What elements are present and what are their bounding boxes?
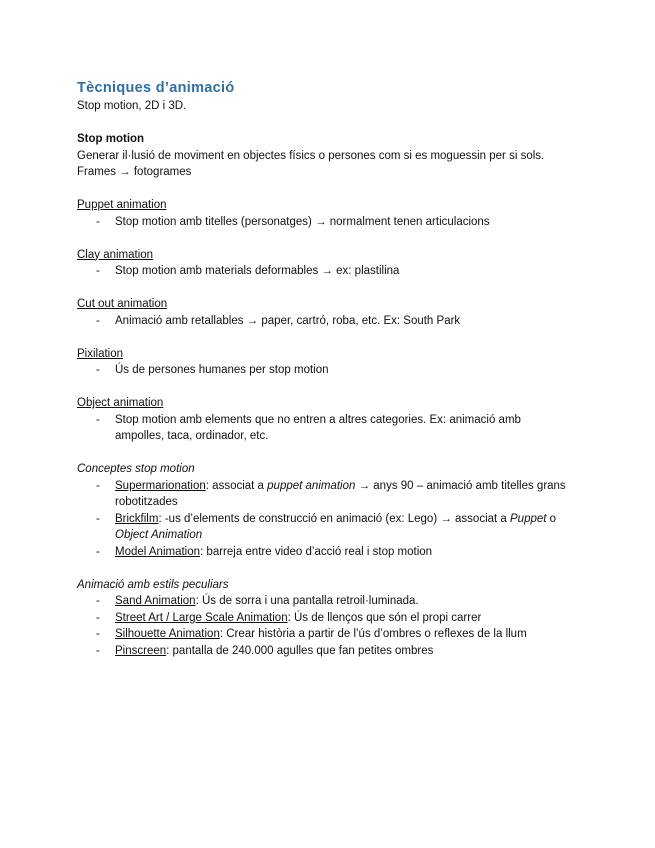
clay-animation-list (77, 263, 597, 280)
puppet-animation-heading: Puppet animation (77, 199, 167, 211)
conceptes-list (77, 478, 597, 561)
term-sand-animation: Sand Animation (115, 595, 196, 607)
list-item: - Pinscreen: pantalla de 240.000 agulles que fan petites ombres (96, 644, 434, 657)
list-item: - Model Animation: barreja entre video d’acció real i stop motion (96, 545, 433, 558)
list-item: - Stop motion amb materials deformables → ex: plastilina (96, 265, 400, 277)
page-title: Tècniques d’animació (77, 80, 235, 96)
list-item: - Stop motion amb titelles (personatges) → normalment tenen articulacions (96, 215, 490, 228)
list-item: - Brickfilm: -us d’elements de construcció en animació (ex: Lego) → associat a Puppet o Object Animation (96, 512, 557, 541)
term-pinscreen: Pinscreen (115, 644, 167, 657)
conceptes-heading: Conceptes stop motion (77, 463, 195, 475)
list-item: - Ús de persones humanes per stop motion (96, 364, 329, 376)
list-item: - Supermarionation: associat a puppet animation → anys 90 – animació amb titelles grans robotitzades (96, 479, 566, 508)
list-item: - Silhouette Animation: Crear història a partir de l’ús d’ombres o reflexes de la llum (96, 628, 527, 640)
list-item: - Sand Animation: Ús de sorra i una pantalla retroil·luminada. (96, 595, 419, 607)
term-street-art: Street Art / Large Scale Animation (115, 611, 288, 624)
clay-animation-heading: Clay animation (77, 248, 154, 261)
cut-out-animation-heading: Cut out animation (77, 298, 168, 310)
stop-motion-frames: Frames → fotogrames (77, 166, 192, 178)
list-item: - Street Art / Large Scale Animation: Ús de llenços que són el propi carrer (96, 611, 482, 624)
document-body (77, 78, 597, 659)
object-animation-list (77, 412, 597, 445)
puppet-animation-list (77, 214, 597, 231)
cut-out-animation-list (77, 313, 597, 330)
term-silhouette-animation: Silhouette Animation (115, 628, 220, 640)
list-item: - Animació amb retallables → paper, cartró, roba, etc. Ex: South Park (96, 314, 461, 327)
estils-heading: Animació amb estils peculiars (77, 578, 229, 591)
estils-list (77, 593, 597, 659)
intro-text: Stop motion, 2D i 3D. (77, 100, 187, 112)
term-model-animation: Model Animation (115, 545, 201, 558)
pixilation-heading: Pixilation (77, 347, 124, 360)
list-item: - Stop motion amb elements que no entren a altres categories. Ex: animació amb ampolles, taca, ordinador, etc. (96, 413, 521, 442)
term-brickfilm: Brickfilm (115, 512, 159, 525)
stop-motion-description: Generar il·lusió de moviment en objectes físics o persones com si es moguessin per si sols. (77, 149, 545, 162)
term-supermarionation: Supermarionation (115, 479, 206, 492)
object-animation-heading: Object animation (77, 397, 164, 409)
stop-motion-heading: Stop motion (77, 133, 145, 145)
pixilation-list (77, 362, 597, 379)
